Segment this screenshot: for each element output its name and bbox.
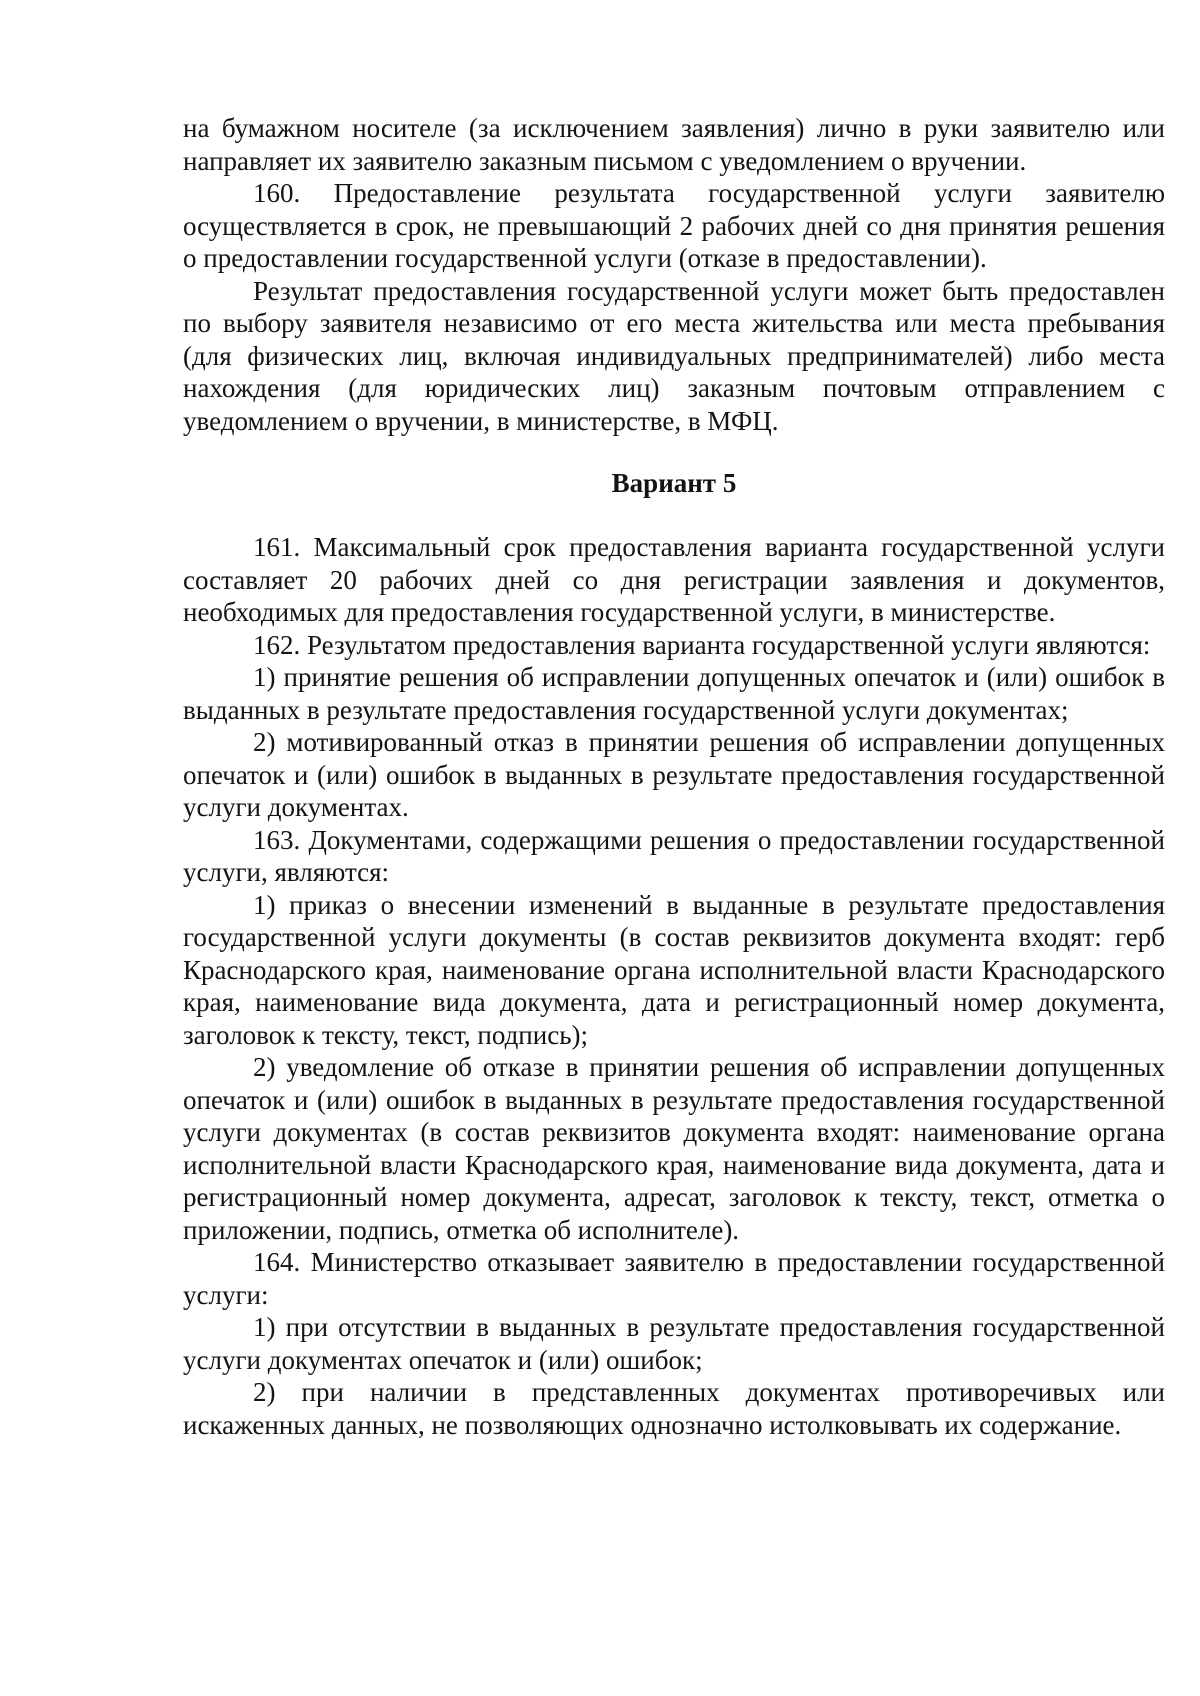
paragraph-160: 160. Предоставление результата государственной услуги заявителю осуществляется в срок, не превышающий 2 рабочих дней со дня принятия решения о предоставлении государственной услуги (отказе в предоставлении).	[183, 178, 1165, 273]
paragraph-164: 164. Министерство отказывает заявителю в предоставлении государственной услуги:	[183, 1247, 1165, 1310]
paragraph-163: 163. Документами, содержащими решения о предоставлении государственной услуги, являются:	[183, 824, 1165, 887]
paragraph-163-item-2: 2) уведомление об отказе в принятии решения об исправлении допущенных опечаток и (или) ошибок в выданных в результате предоставления государственной услуги документах (в состав реквизитов документа входят: наименование органа исполнительной власти Краснодарского края, наименование вида документа, дата и регистрационный номер документа, адресат, заголовок к тексту, текст, отметка о приложении, подпись, отметка об исполнителе).	[183, 1052, 1165, 1245]
paragraph-continuation: на бумажном носителе (за исключением заявления) лично в руки заявителю или направляет их заявителю заказным письмом с уведомлением о вручении.	[183, 113, 1165, 176]
paragraph-164-item-2: 2) при наличии в представленных документах противоречивых или искаженных данных, не позволяющих однозначно истолковывать их содержание.	[183, 1377, 1165, 1440]
paragraph-163-item-1: 1) приказ о внесении изменений в выданные в результате предоставления государственной услуги документы (в состав реквизитов документа входят: герб Краснодарского края, наименование органа исполнительной власти Краснодарского края, наименование вида документа, дата и регистрационный номер документа, заголовок к тексту, текст, подпись);	[183, 889, 1165, 1050]
paragraph-162: 162. Результатом предоставления варианта государственной услуги являются:	[253, 629, 1151, 660]
paragraph-160-result: Результат предоставления государственной услуги может быть предоставлен по выбору заявителя независимо от его места жительства или места пребывания (для физических лиц, включая индивидуальных предпринимателей) либо места нахождения (для юридических лиц) заказным почтовым отправлением с уведомлением о вручении, в министерстве, в МФЦ.	[183, 275, 1165, 436]
paragraph-162-item-2: 2) мотивированный отказ в принятии решения об исправлении допущенных опечаток и (или) ошибок в выданных в результате предоставления государственной услуги документах.	[183, 727, 1165, 822]
paragraph-162-item-1: 1) принятие решения об исправлении допущенных опечаток и (или) ошибок в выданных в результате предоставления государственной услуги документах;	[183, 662, 1165, 725]
document-page	[183, 112, 1165, 1441]
paragraph-164-item-1: 1) при отсутствии в выданных в результате предоставления государственной услуги документах опечаток и (или) ошибок;	[183, 1312, 1165, 1375]
section-heading: Вариант 5	[611, 468, 737, 498]
paragraph-161: 161. Максимальный срок предоставления варианта государственной услуги составляет 20 рабочих дней со дня регистрации заявления и документов, необходимых для предоставления государственной услуги, в министерстве.	[183, 532, 1165, 627]
